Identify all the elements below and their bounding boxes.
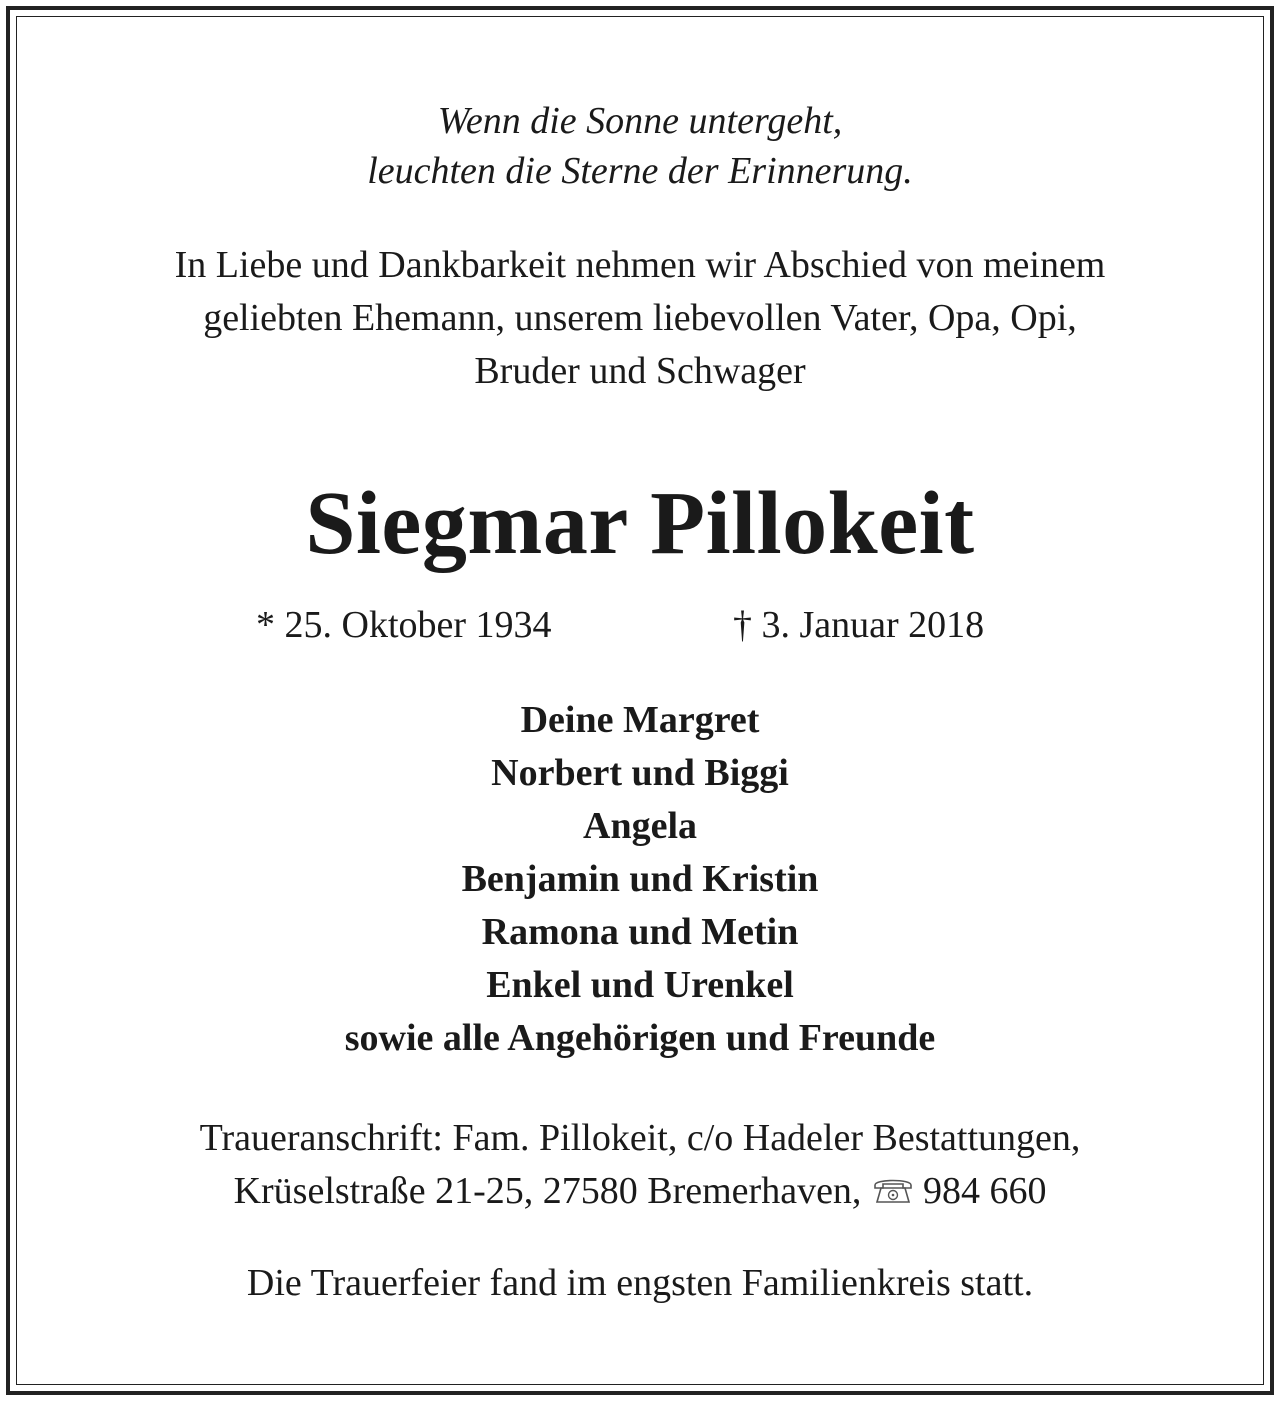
address-street: Krüselstraße 21-25, 27580 Bremerhaven,: [233, 1170, 862, 1212]
address-line-1: Traueranschrift: Fam. Pillokeit, c/o Hadeler Bestattungen,: [199, 1117, 1081, 1159]
address-line-2: [16, 1165, 1264, 1218]
deceased-name: Siegmar Pillokeit: [305, 474, 975, 573]
telephone-icon: [871, 1175, 915, 1205]
obituary-notice: [16, 16, 1264, 1385]
death-date: † 3. Januar 2018: [733, 604, 985, 646]
mourner-line: sowie alle Angehörigen und Freunde: [344, 1017, 936, 1059]
ceremony-note: Die Trauerfeier fand im engsten Familienkreis statt.: [246, 1262, 1034, 1304]
birth-date: * 25. Oktober 1934: [256, 604, 552, 646]
life-dates: [16, 600, 1264, 650]
intro-line-1: In Liebe und Dankbarkeit nehmen wir Abschied von meinem: [174, 244, 1106, 286]
mourner-line: Angela: [583, 805, 697, 847]
mourner-line: Deine Margret: [520, 699, 760, 741]
mourner-line: Ramona und Metin: [481, 911, 799, 953]
phone-number: 984 660: [922, 1170, 1047, 1212]
intro-line-2: geliebten Ehemann, unserem liebevollen Vater, Opa, Opi,: [203, 297, 1077, 339]
motto-line-1: Wenn die Sonne untergeht,: [437, 100, 843, 142]
motto-line-2: leuchten die Sterne der Erinnerung.: [367, 150, 913, 192]
mourner-line: Norbert und Biggi: [491, 752, 789, 794]
intro-line-3: Bruder und Schwager: [474, 350, 806, 392]
mourner-line: Benjamin und Kristin: [461, 858, 819, 900]
mourner-line: Enkel und Urenkel: [486, 964, 794, 1006]
